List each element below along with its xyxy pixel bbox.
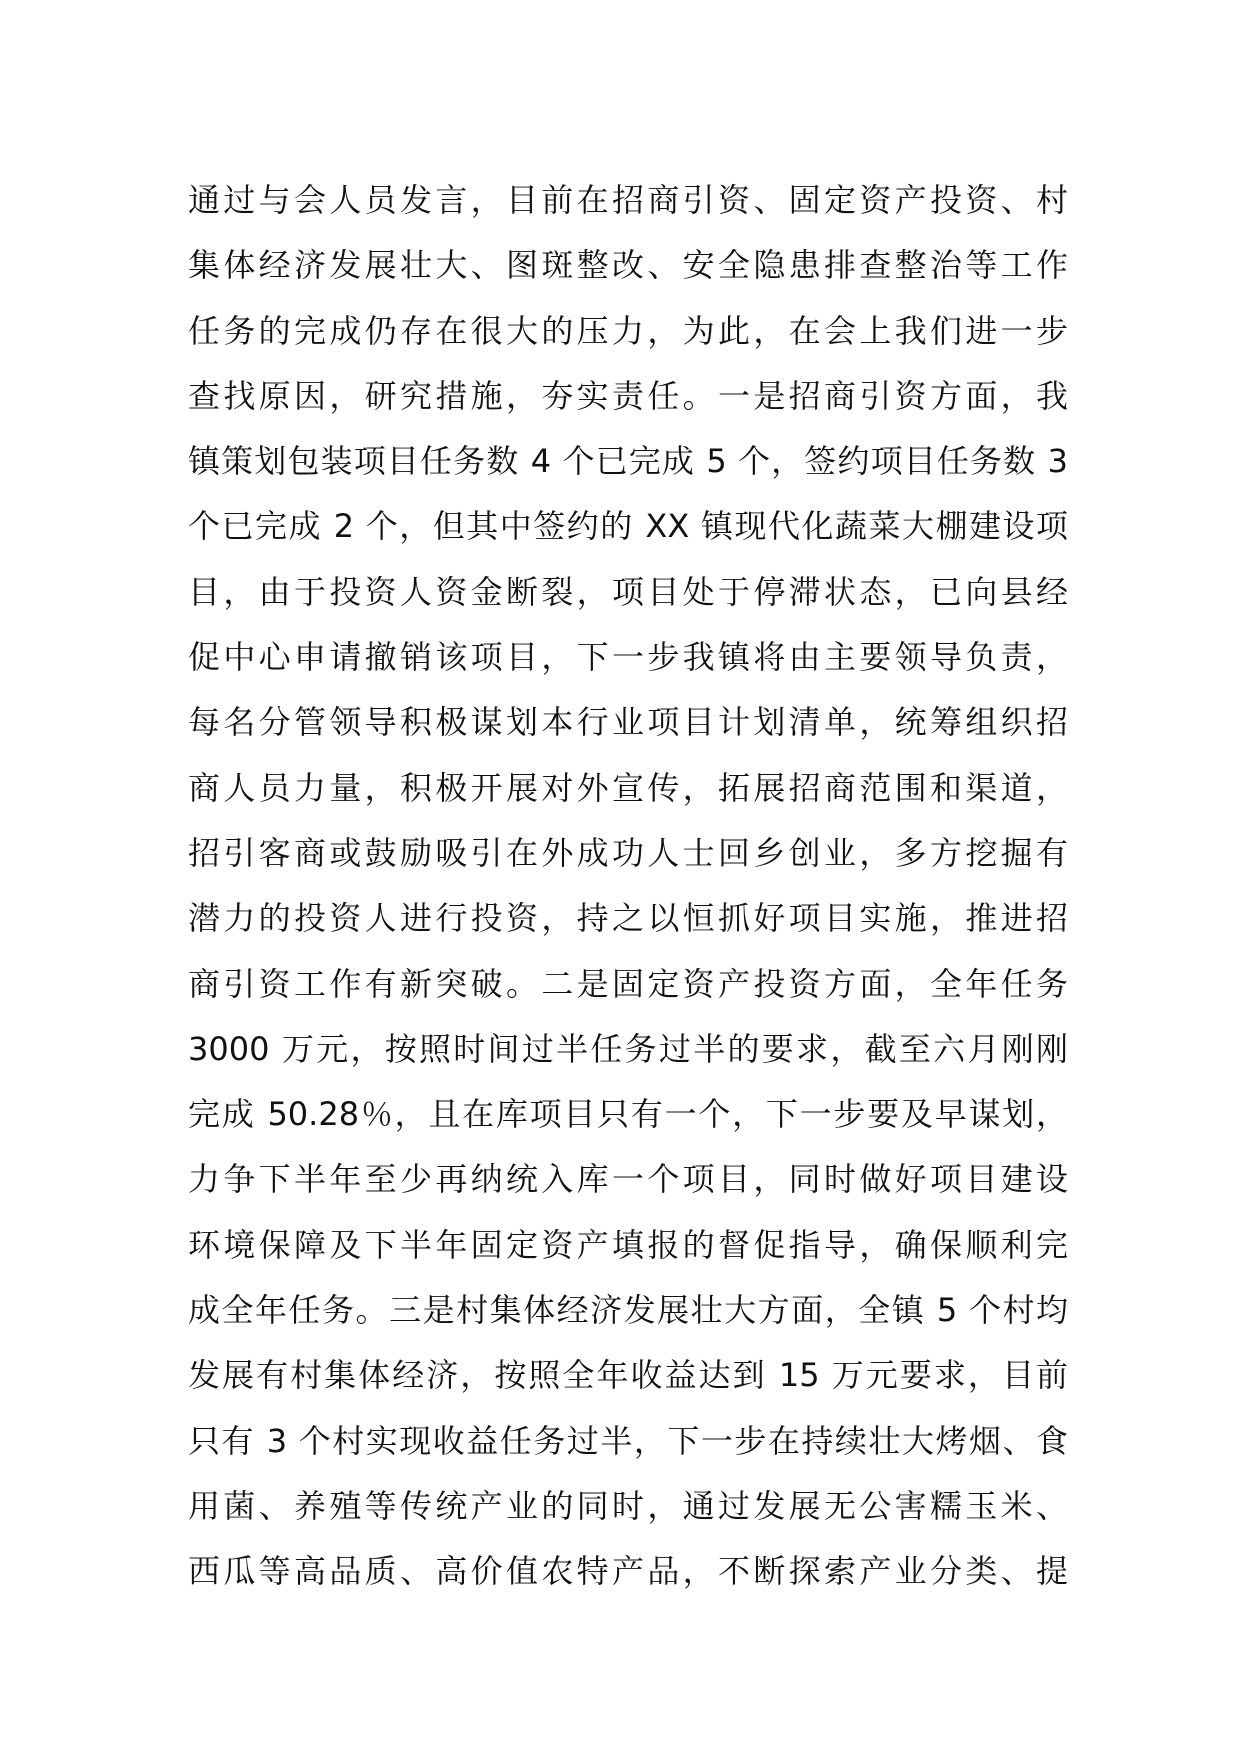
text-line: 3000 万元，按照时间过半任务过半的要求，截至六月刚刚 <box>188 1029 1068 1068</box>
text-line: 任务的完成仍存在很大的压力，为此，在会上我们进一步 <box>188 311 1068 350</box>
text-line: 集体经济发展壮大、图斑整改、安全隐患排查整治等工作 <box>188 246 1068 285</box>
text-line: 只有 3 个村实现收益任务过半，下一步在持续壮大烤烟、食 <box>188 1421 1068 1460</box>
text-line: 商人员力量，积极开展对外宣传，拓展招商范围和渠道， <box>188 768 1068 807</box>
text-line: 目，由于投资人资金断裂，项目处于停滞状态，已向县经 <box>188 572 1068 611</box>
text-line: 个已完成 2 个，但其中签约的 XX 镇现代化蔬菜大棚建设项 <box>188 507 1068 546</box>
body-paragraph <box>188 168 1068 1605</box>
text-line: 每名分管领导积极谋划本行业项目计划清单，统筹组织招 <box>188 703 1068 742</box>
text-line: 完成 50.28％，且在库项目只有一个，下一步要及早谋划， <box>188 1095 1068 1134</box>
text-line: 查找原因，研究措施，夯实责任。一是招商引资方面，我 <box>188 376 1068 415</box>
text-line: 力争下半年至少再纳统入库一个项目，同时做好项目建设 <box>188 1160 1068 1199</box>
text-line: 西瓜等高品质、高价值农特产品，不断探索产业分类、提 <box>188 1552 1068 1591</box>
text-line: 促中心申请撤销该项目，下一步我镇将由主要领导负责， <box>188 638 1068 677</box>
text-line: 商引资工作有新突破。二是固定资产投资方面，全年任务 <box>188 964 1068 1003</box>
text-line: 潜力的投资人进行投资，持之以恒抓好项目实施，推进招 <box>188 899 1068 938</box>
text-line: 环境保障及下半年固定资产填报的督促指导，确保顺利完 <box>188 1225 1068 1264</box>
text-line: 成全年任务。三是村集体经济发展壮大方面，全镇 5 个村均 <box>188 1291 1068 1330</box>
text-line: 用菌、养殖等传统产业的同时，通过发展无公害糯玉米、 <box>188 1486 1068 1525</box>
text-line: 镇策划包装项目任务数 4 个已完成 5 个，签约项目任务数 3 <box>188 442 1068 481</box>
text-line: 招引客商或鼓励吸引在外成功人士回乡创业，多方挖掘有 <box>188 833 1068 872</box>
text-line: 发展有村集体经济，按照全年收益达到 15 万元要求，目前 <box>188 1356 1068 1395</box>
text-line: 通过与会人员发言，目前在招商引资、固定资产投资、村 <box>188 181 1068 219</box>
